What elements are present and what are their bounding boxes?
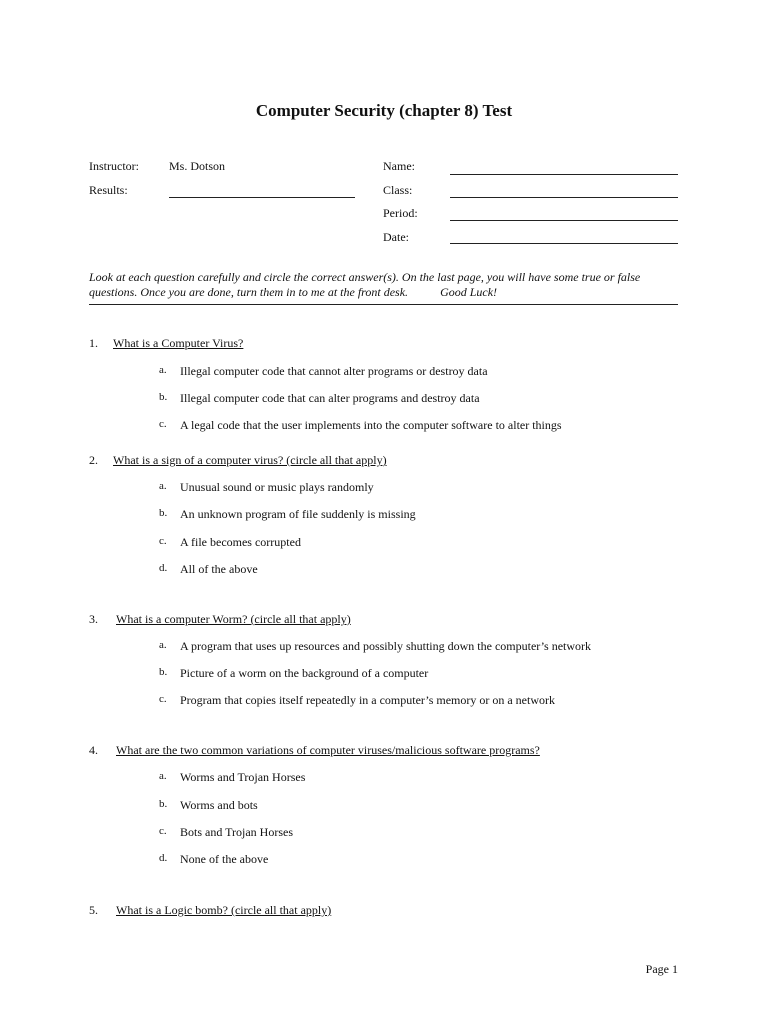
name-blank[interactable] (450, 174, 678, 175)
period-label: Period: (383, 206, 418, 220)
option-text: Illegal computer code that can alter programs and destroy data (180, 391, 480, 405)
page-number: Page 1 (645, 962, 678, 976)
question-number: 4. (89, 743, 98, 757)
divider (89, 304, 678, 305)
option-letter: c. (159, 535, 167, 547)
instructions-text: Look at each question carefully and circle the correct answer(s). On the last page, you will have some true or false questions. Once you are done, turn them in to me at the front desk. (89, 270, 641, 299)
option-text: All of the above (180, 562, 258, 576)
class-blank[interactable] (450, 197, 678, 198)
instructor-value: Ms. Dotson (169, 159, 226, 173)
question-text: What is a Logic bomb? (circle all that apply) (116, 903, 332, 917)
option-letter: d. (159, 562, 168, 574)
date-label: Date: (383, 230, 409, 244)
results-blank[interactable] (169, 197, 355, 198)
option-text: A program that uses up resources and possibly shutting down the computer’s network (180, 639, 592, 653)
instructions (89, 270, 689, 300)
option-letter: b. (159, 798, 168, 810)
option-letter: a. (159, 480, 167, 492)
good-luck: Good Luck! (440, 285, 498, 299)
option-letter: b. (159, 507, 168, 519)
results-label: Results: (89, 183, 128, 197)
name-label: Name: (383, 159, 415, 173)
question-text: What is a Computer Virus? (113, 336, 244, 350)
question-text: What is a sign of a computer virus? (circle all that apply) (113, 453, 387, 467)
option-text: Illegal computer code that cannot alter programs or destroy data (180, 364, 488, 378)
option-letter: d. (159, 852, 168, 864)
question-number: 1. (89, 336, 98, 350)
option-letter: a. (159, 770, 167, 782)
question-number: 2. (89, 453, 98, 467)
option-letter: c. (159, 825, 167, 837)
option-text: Program that copies itself repeatedly in a computer’s memory or on a network (180, 693, 555, 707)
option-text: A legal code that the user implements into the computer software to alter things (180, 418, 562, 432)
question-text: What are the two common variations of computer viruses/malicious software programs? (116, 743, 540, 757)
class-label: Class: (383, 183, 413, 197)
option-letter: c. (159, 693, 167, 705)
option-text: Unusual sound or music plays randomly (180, 480, 374, 494)
instructor-label: Instructor: (89, 159, 139, 173)
option-letter: a. (159, 364, 167, 376)
option-text: Bots and Trojan Horses (180, 825, 294, 839)
question-number: 3. (89, 612, 98, 626)
option-text: Worms and bots (180, 798, 258, 812)
question-text: What is a computer Worm? (circle all that apply) (116, 612, 351, 626)
option-text: None of the above (180, 852, 269, 866)
option-letter: b. (159, 391, 168, 403)
option-text: Worms and Trojan Horses (180, 770, 306, 784)
period-blank[interactable] (450, 220, 678, 221)
question-number: 5. (89, 903, 98, 917)
option-letter: c. (159, 418, 167, 430)
page-title: Computer Security (chapter 8) Test (255, 101, 513, 120)
date-blank[interactable] (450, 243, 678, 244)
option-text: An unknown program of file suddenly is missing (180, 507, 416, 521)
option-text: Picture of a worm on the background of a computer (180, 666, 429, 680)
option-letter: a. (159, 639, 167, 651)
option-letter: b. (159, 666, 168, 678)
option-text: A file becomes corrupted (180, 535, 301, 549)
